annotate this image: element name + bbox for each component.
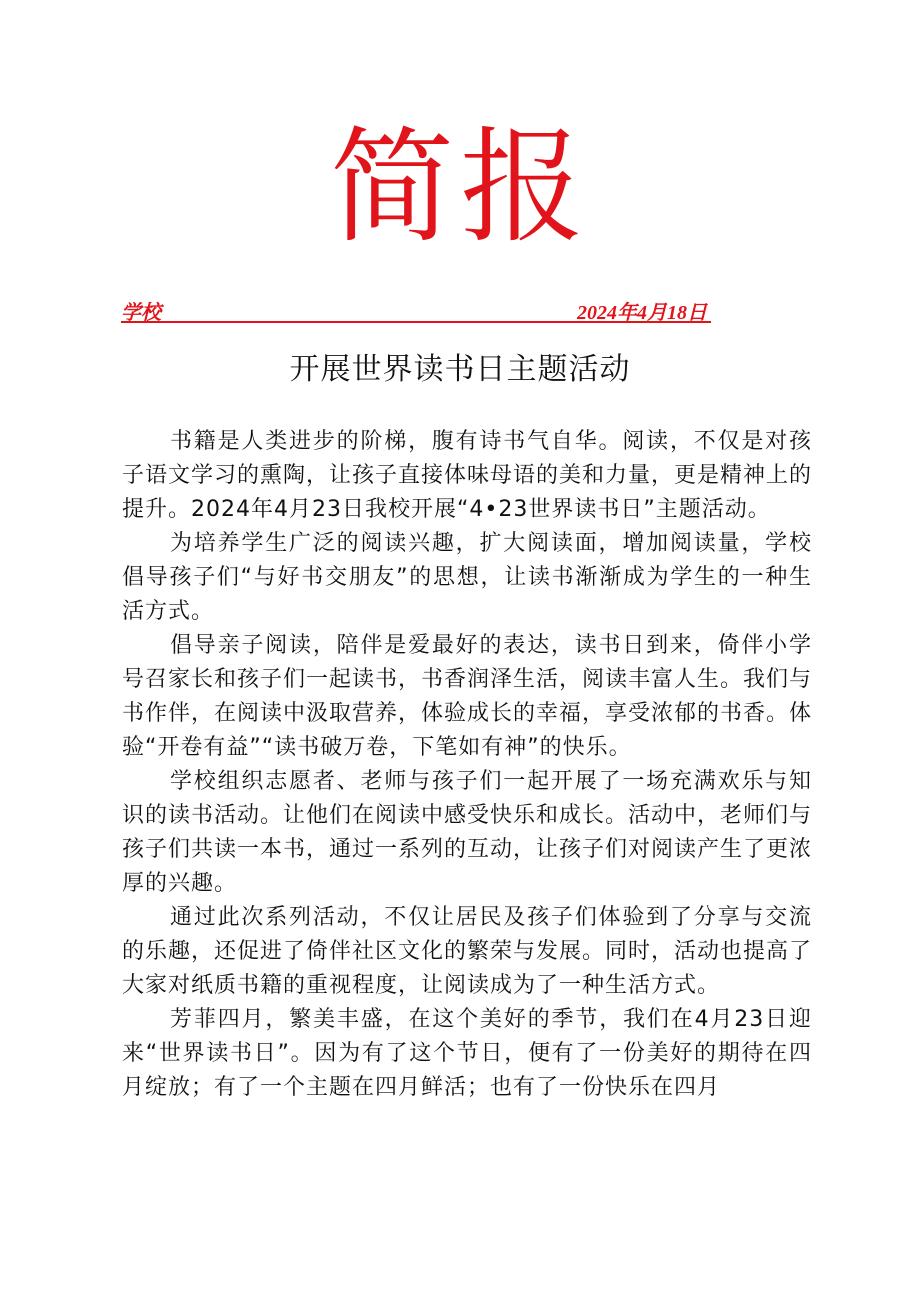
school-label: 学校 [121,302,161,324]
masthead-title: 简报 [329,116,590,260]
red-divider-line [121,321,711,323]
meta-row [121,296,709,324]
issue-date: 2024年4月18日 [577,302,707,324]
paragraph: 为培养学生广泛的阅读兴趣，扩大阅读面，增加阅读量，学校倡导孩子们“与好书交朋友”的思想，让读书渐渐成为学生的一种生活方式。 [122,531,812,624]
paragraph: 芳菲四月，繁美丰盛，在这个美好的季节，我们在4月23日迎来“世界读书日”。因为有了这个节日，便有了一份美好的期待在四月绽放；有了一个主题在四月鲜活；也有了一份快乐在四月 [122,1007,812,1100]
article-title: 开展世界读书日主题活动 [289,352,631,387]
paragraph: 倡导亲子阅读，陪伴是爱最好的表达，读书日到来，倚伴小学号召家长和孩子们一起读书，书香润泽生活，阅读丰富人生。我们与书作伴，在阅读中汲取营养，体验成长的幸福，享受浓郁的书香。体验“开卷有益”“读书破万卷，下笔如有神”的快乐。 [122,633,813,760]
paragraph: 书籍是人类进步的阶梯，腹有诗书气自华。阅读，不仅是对孩子语文学习的熏陶，让孩子直接体味母语的美和力量，更是精神上的提升。2024年4月23日我校开展“4•23世界读书日”主题活动。 [122,429,813,522]
article-body [122,425,812,1105]
paragraph: 学校组织志愿者、老师与孩子们一起开展了一场充满欢乐与知识的读书活动。让他们在阅读中感受快乐和成长。活动中，老师们与孩子们共读一本书，通过一系列的互动，让孩子们对阅读产生了更浓厚的兴趣。 [122,769,813,896]
paragraph: 通过此次系列活动，不仅让居民及孩子们体验到了分享与交流的乐趣，还促进了倚伴社区文化的繁荣与发展。同时，活动也提高了大家对纸质书籍的重视程度，让阅读成为了一种生活方式。 [122,905,813,998]
